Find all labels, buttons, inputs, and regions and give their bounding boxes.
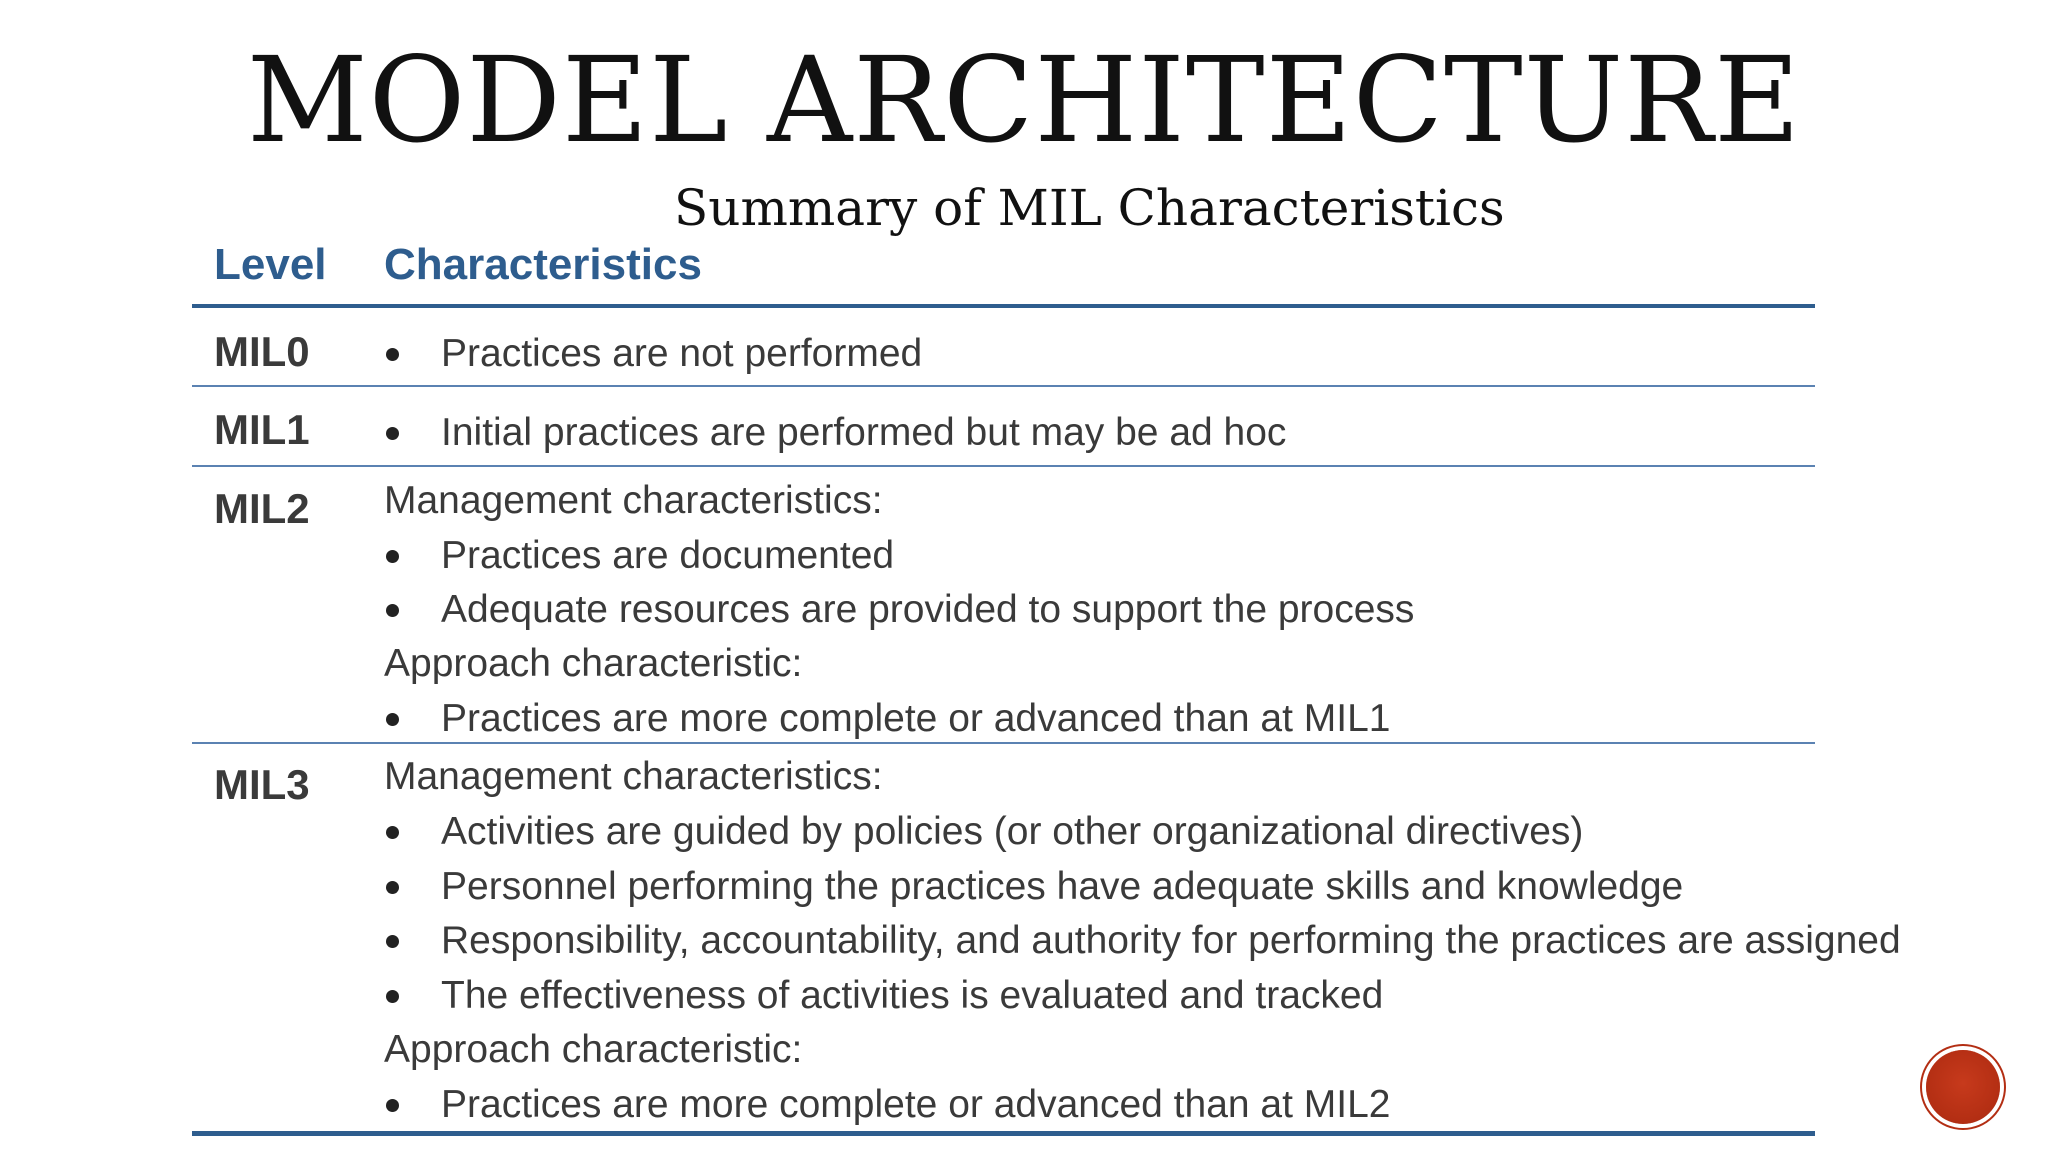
bullet-icon xyxy=(386,348,399,361)
bullet-icon xyxy=(386,713,399,726)
row-level-mil0: MIL0 xyxy=(214,328,310,375)
bullet-icon xyxy=(386,935,399,948)
bullet-icon xyxy=(386,826,399,839)
characteristic-subheading: Approach characteristic: xyxy=(384,642,803,685)
table-bottom-rule xyxy=(192,1131,1815,1136)
row-divider xyxy=(192,465,1815,467)
characteristic-item: Responsibility, accountability, and authority for performing the practices are assigned xyxy=(441,919,1901,962)
bullet-icon xyxy=(386,550,399,563)
characteristic-item: Practices are not performed xyxy=(441,332,923,375)
row-level-mil1: MIL1 xyxy=(214,406,310,453)
bullet-icon xyxy=(386,990,399,1003)
bullet-icon xyxy=(386,427,399,440)
row-level-mil2: MIL2 xyxy=(214,485,310,532)
characteristic-subheading: Approach characteristic: xyxy=(384,1028,803,1071)
column-header-characteristics: Characteristics xyxy=(384,240,702,289)
slide-title: MODEL ARCHITECTURE xyxy=(246,31,1802,169)
characteristic-item: Adequate resources are provided to support the process xyxy=(441,588,1415,631)
bullet-icon xyxy=(386,1099,399,1112)
bullet-icon xyxy=(386,604,399,617)
row-divider xyxy=(192,742,1815,744)
column-header-level: Level xyxy=(214,240,327,289)
characteristic-item: Practices are more complete or advanced than at MIL1 xyxy=(441,697,1391,740)
characteristic-item: Initial practices are performed but may be ad hoc xyxy=(441,411,1287,454)
characteristic-item: Personnel performing the practices have adequate skills and knowledge xyxy=(441,865,1684,908)
table-header-rule xyxy=(192,304,1815,308)
characteristic-subheading: Management characteristics: xyxy=(384,755,883,798)
characteristic-item: Practices are documented xyxy=(441,534,895,577)
next-slide-circle-icon[interactable] xyxy=(1926,1050,2000,1124)
characteristic-item: Activities are guided by policies (or other organizational directives) xyxy=(441,810,1584,853)
row-divider xyxy=(192,385,1815,387)
characteristic-item: Practices are more complete or advanced than at MIL2 xyxy=(441,1083,1391,1126)
characteristic-item: The effectiveness of activities is evaluated and tracked xyxy=(441,974,1384,1017)
characteristic-subheading: Management characteristics: xyxy=(384,479,883,522)
row-level-mil3: MIL3 xyxy=(214,761,310,808)
bullet-icon xyxy=(386,881,399,894)
slide-subtitle: Summary of MIL Characteristics xyxy=(674,179,1505,237)
